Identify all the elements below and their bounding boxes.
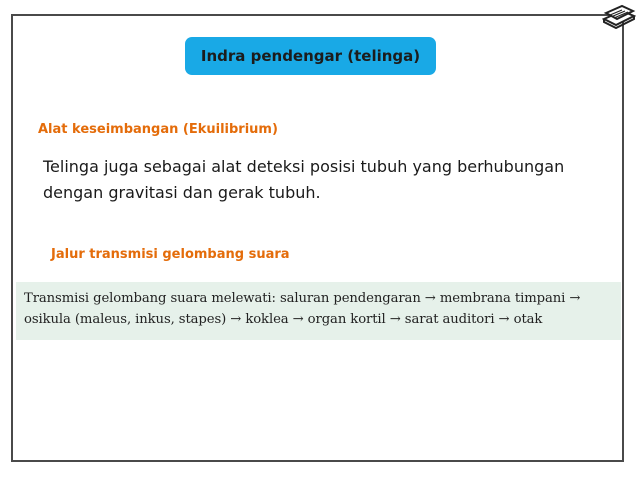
book-stack-icon: [602, 3, 636, 29]
transmission-path-box: [16, 282, 621, 340]
transmission-line-1: Transmisi gelombang suara melewati: saluran pendengaran → membrana timpani →: [24, 291, 581, 306]
slide-frame: [11, 14, 624, 462]
transmission-line-2: osikula (maleus, inkus, stapes) → koklea → organ kortil → sarat auditori → otak: [24, 312, 543, 327]
section-body-balance: [43, 154, 613, 206]
section-heading-transmission: Jalur transmisi gelombang suara: [51, 247, 290, 262]
slide-title: Indra pendengar (telinga): [185, 37, 436, 75]
body-line-1: Telinga juga sebagai alat deteksi posisi tubuh yang berhubungan: [43, 157, 565, 176]
section-heading-balance: Alat keseimbangan (Ekuilibrium): [38, 122, 278, 137]
body-line-2: dengan gravitasi dan gerak tubuh.: [43, 183, 321, 202]
